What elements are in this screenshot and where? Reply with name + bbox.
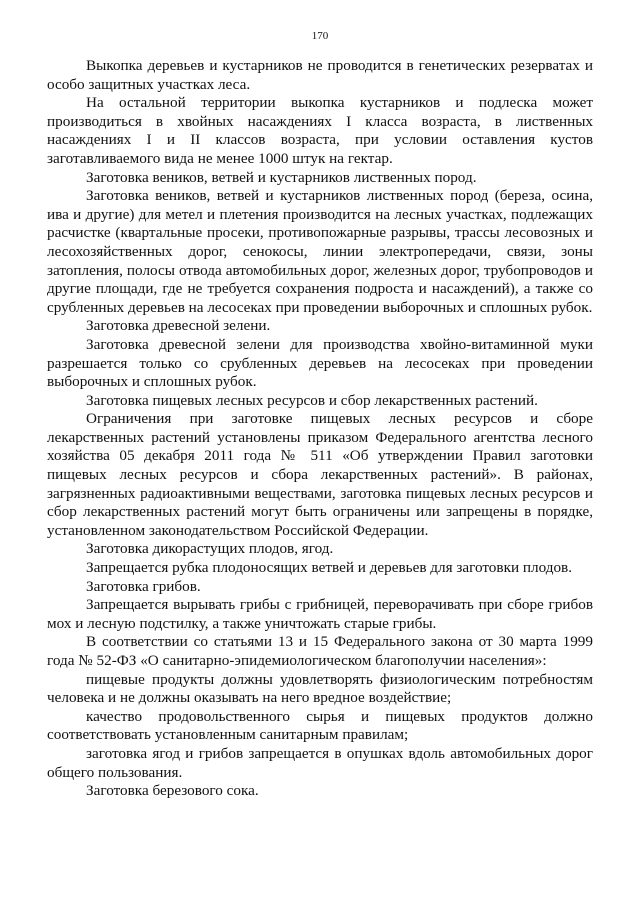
paragraph: Запрещается рубка плодоносящих ветвей и деревьев для заготовки плодов. [86,559,573,577]
list-item: пищевые продукты должны удовлетворять физиологическим потребностям человека и не должны оказывать на него вредное воздействие; [47,670,593,707]
list-item: заготовка ягод и грибов запрещается в опушках вдоль автомобильных дорог общего пользования. [47,744,593,781]
paragraph: В соответствии со статьями 13 и 15 Федерального закона от 30 марта 1999 года № 52-ФЗ «О санитарно-эпидемиологическом благополучии населения»: [47,633,593,669]
section-heading: Заготовка березового сока. [86,782,259,800]
document-body [47,57,593,801]
section-heading: Заготовка дикорастущих плодов, ягод. [86,540,334,558]
paragraph: Запрещается вырывать грибы с грибницей, переворачивать при сборе грибов мох и лесную подстилку, а также уничтожать старые грибы. [47,596,593,632]
section-heading: Заготовка древесной зелени. [86,317,271,335]
section-heading: Заготовка веников, ветвей и кустарников лиственных пород. [86,168,477,186]
section-heading: Заготовка пищевых лесных ресурсов и сбор лекарственных растений. [86,391,538,409]
section-heading: Заготовка грибов. [86,577,201,595]
paragraph: На остальной территории выкопка кустарников и подлеска может производиться в хвойных насаждениях I класса возраста, в лиственных насаждениях I и II классов возраста, при условии оставления кустов заготавливаемого вида не менее 1000 штук на гектар. [47,94,593,167]
paragraph: Заготовка веников, ветвей и кустарников лиственных пород (береза, осина, ива и другие) для метел и плетения производится на лесных участках, подлежащих расчистке (квартальные просеки, противопожарные разрывы, трассы лесовозных и лесохозяйственных дорог, сенокосы, линии электропередачи, связи, зоны затопления, полосы отвода автомобильных дорог, железных дорог, трубопроводов и другие площади, где не требуется сохранения подроста и насаждений), а также со срубленных деревьев на лесосеках при проведении выборочных и сплошных рубок. [47,187,593,316]
page-number: 170 [311,30,329,42]
paragraph: Ограничения при заготовке пищевых лесных ресурсов и сборе лекарственных растений установлены приказом Федерального агентства лесного хозяйства 05 декабря 2011 года № 511 «Об утверждении Правил заготовки пищевых лесных ресурсов и сбора лекарственных растений». В районах, загрязненных радиоактивными веществами, заготовка пищевых лесных ресурсов и сбор лекарственных растений могут быть ограничены или запрещены в порядке, установленном законодательством Российской Федерации. [47,410,593,539]
paragraph: Заготовка древесной зелени для производства хвойно-витаминной муки разрешается только со срубленных деревьев на лесосеках при проведении выборочных и сплошных рубок. [47,335,593,391]
list-item: качество продовольственного сырья и пищевых продуктов должно соответствовать установленным санитарным правилам; [47,707,593,744]
paragraph: Выкопка деревьев и кустарников не проводится в генетических резерватах и особо защитных участках леса. [47,57,593,93]
